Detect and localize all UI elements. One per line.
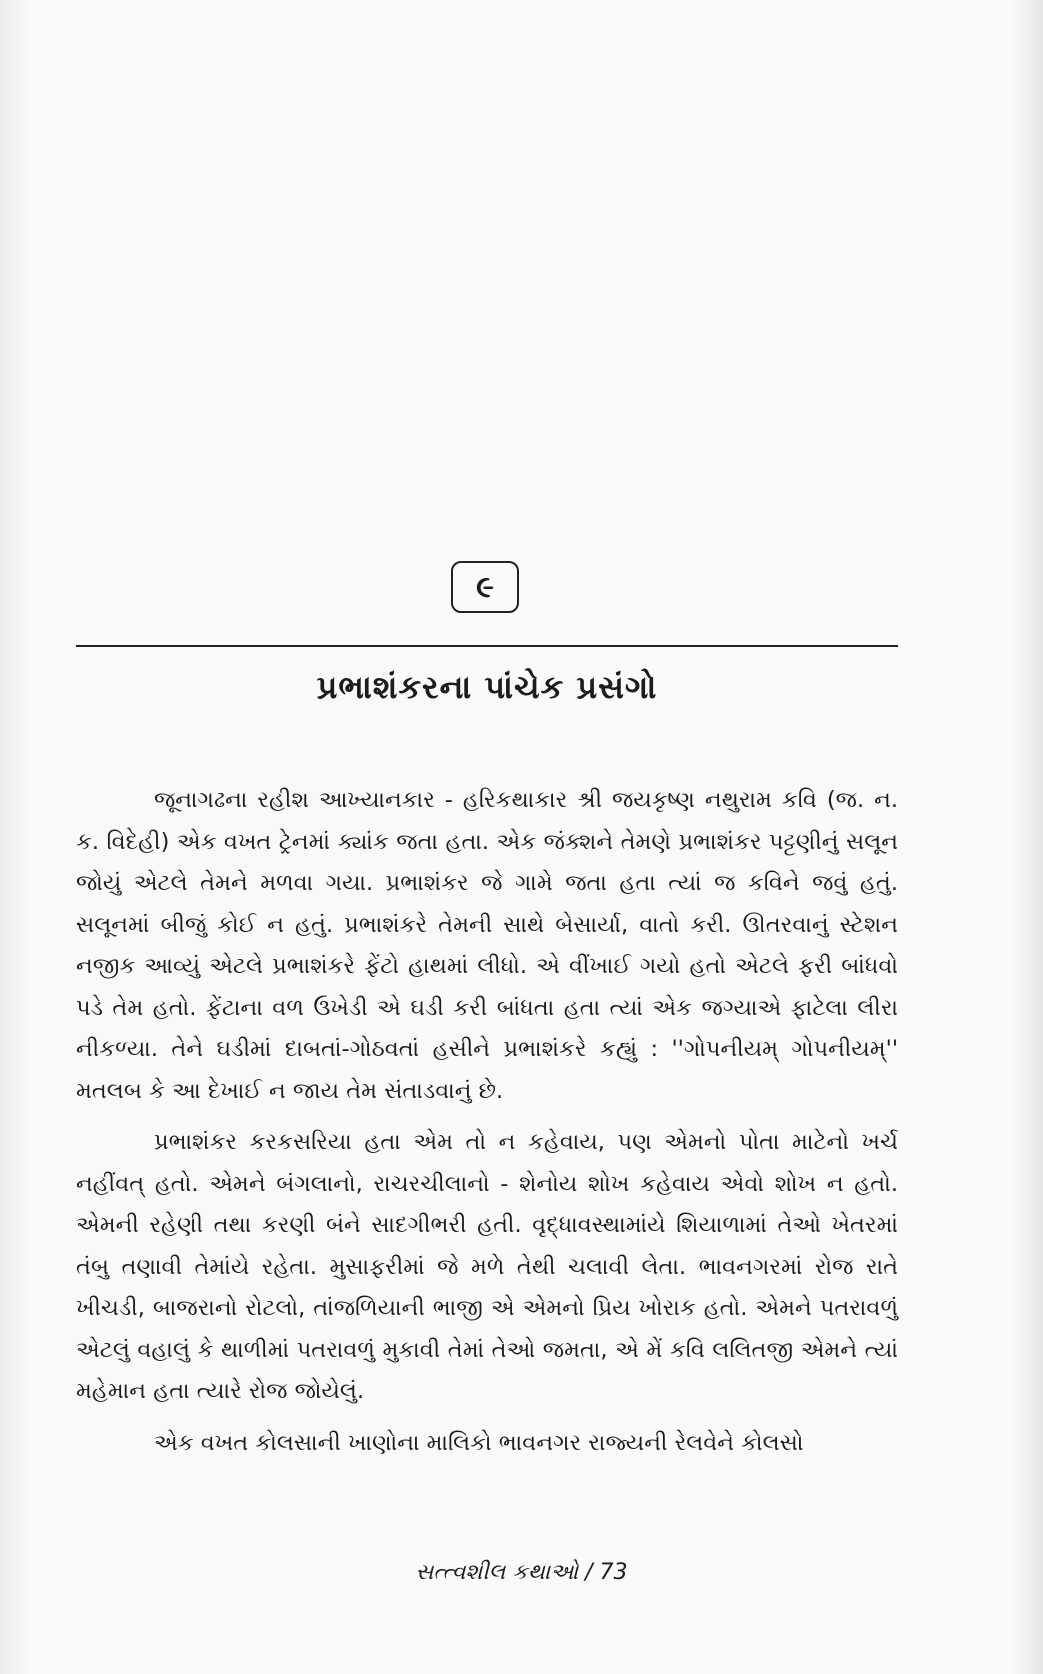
chapter-number: ૯ [476,569,494,605]
chapter-number-box [451,561,519,613]
chapter-title: પ્રભાશંકરના પાંચેક પ્રસંગો [316,668,658,706]
paragraph-1: જૂનાગઢના રહીશ આખ્યાનકાર - હરિકથાકાર શ્રી જયકૃષ્ણ નથુરામ કવિ (જ. ન. ક. વિદેહી) એક વખત ટ્રેનમાં ક્યાંક જતા હતા. એક જંક્શને તેમણે પ્રભાશંકર પટ્ટણીનું સલૂન જોયું એટલે તેમને મળવા ગયા. પ્રભાશંકર જે ગામે જતા હતા ત્યાં જ કવિને જવું હતું. સલૂનમાં બીજું કોઈ ન હતું. પ્રભાશંકરે તેમની સાથે બેસાર્યા, વાતો કરી. ઊતરવાનું સ્ટેશન નજીક આવ્યું એટલે પ્રભાશંકરે ફેંટો હાથમાં લીધો. એ વીંખાઈ ગયો હતો એટલે ફરી બાંધવો પડે તેમ હતો. ફેંટાના વળ ઉખેડી એ ઘડી કરી બાંધતા હતા ત્યાં એક જગ્યાએ ફાટેલા લીરા નીકળ્યા. તેને ઘડીમાં દાબતાં-ગોઠવતાં હસીને પ્રભાશંકરે કહ્યું : ''ગોપનીયમ્ ગોપનીયમ્'' મતલબ કે આ દેખાઈ ન જાય તેમ સંતાડવાનું છે. [76,787,898,1104]
paragraph-2: પ્રભાશંકર કરકસરિયા હતા એમ તો ન કહેવાય, પણ એમનો પોતા માટેનો ખર્ચ નહીંવત્ હતો. એમને બંગલાનો, રાચરચીલાનો - શેનોય શોખ કહેવાય એવો શોખ ન હતો. એમની રહેણી તથા કરણી બંને સાદગીભરી હતી. વૃદ્ધાવસ્થામાંયે શિયાળામાં તેઓ ખેતરમાં તંબુ તણાવી તેમાંયે રહેતા. મુસાફરીમાં જે મળે તેથી ચલાવી લેતા. ભાવનગરમાં રોજ રાતે ખીચડી, બાજરાનો રોટલો, તાંજળિયાની ભાજી એ એમનો પ્રિય ખોરાક હતો. એમને પતરાવળું એટલું વહાલું કે થાળીમાં પતરાવળું મુકાવી તેમાં તેઓ જમતા, એ મેં કવિ લલિતજી એમને ત્યાં મહેમાન હતા ત્યારે રોજ જોયેલું. [76,1129,898,1404]
paragraph-3: એક વખત કોલસાની ખાણોના માલિકો ભાવનગર રાજ્યની રેલવેને કોલસો [154,1429,804,1456]
body-text [76,780,898,1474]
page-footer: સત્ત્વશીલ કથાઓ / 73 [415,1560,628,1585]
title-divider [76,645,898,647]
